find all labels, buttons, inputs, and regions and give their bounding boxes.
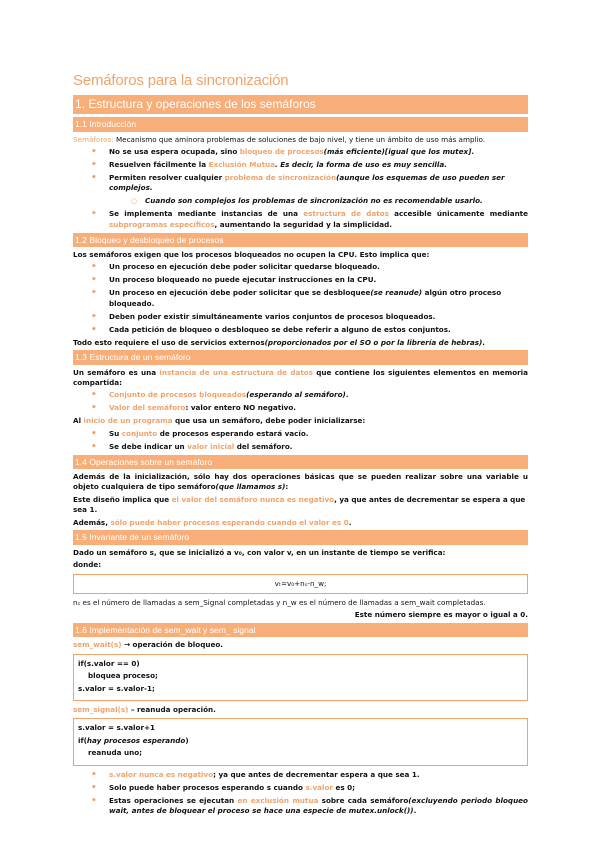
paragraph: Los semáforos exigen que los procesos bloqueados no ocupen la CPU. Esto implica que: [73,250,430,260]
invariant-formula: vₜ=v₀+nₛ-n_w; [274,578,327,588]
sem-wait-code-box [73,654,528,701]
section-heading-1: 1. Estructura y operaciones de los semáforos [73,95,528,114]
blocking-list [73,262,528,335]
list-item: • Valor del semáforo: valor entero NO negativo. [73,403,528,413]
document-title: Semáforos para la sincronización [73,72,289,89]
paragraph: Además de la inicialización, sólo hay dos operaciones básicas que se pueden realizar sobre una variable u objeto cualquiera de tipo semáforo(que llamamos s): [73,472,528,492]
invariant-formula-box [73,574,528,594]
paragraph: sem_signal(s) – reanuda operación. [73,705,216,715]
list-item: • Resuelven fácilmente la Exclusión Mutua. Es decir, la forma de uso es muy sencilla. [73,160,528,170]
paragraph: Este diseño implica que el valor del semáforo nunca es negativo, ya que antes de decrementar se espera a que sea 1. [73,494,526,515]
paragraph: Al inicio de un programa que usa un semáforo, debe poder inicializarse: [73,416,366,426]
list-item: • s.valor nunca es negativo; ya que antes de decrementar espera a que sea 1. [73,770,528,780]
paragraph: nₛ es el número de llamadas a sem_Signal completadas y n_w es el número de llamadas a sem_wait completadas. [73,597,486,607]
list-subitem: ○ Cuando son complejos los problemas de sincronización no es recomendable usarlo. [73,196,528,206]
code-line: if(s.valor == 0) [78,658,140,668]
paragraph: sem_wait(s) → operación de bloqueo. [73,640,224,650]
list-item: • Se debe indicar un valor inicial del semáforo. [73,442,528,452]
subsection-heading-1-1: 1.1 Introducción [73,117,528,131]
structure-list [73,390,528,413]
list-item: • Deben poder existir simultáneamente varios conjuntos de procesos bloqueados. [73,312,528,322]
subsection-heading-1-3: 1.3 Estructura de un semáforo [73,350,528,364]
subsection-heading-1-5: 1.5 Invariante de un semáforo [73,530,528,544]
list-item: • Se implementa mediante instancias de una estructura de datos accesible únicamente mediante subprogramas específicos, aumentando la seguridad y la simplicidad. [73,209,528,230]
paragraph: Un semáforo es una instancia de una estructura de datos que contiene los siguientes elementos en memoria compartida: [73,367,528,387]
paragraph: Además, sólo puede haber procesos esperando cuando el valor es 0. [73,517,352,527]
sem-signal-code-box [73,718,528,765]
init-list [73,429,528,452]
paragraph: Dado un semáforo s, que se inicializó a v₀, con valor v, en un instante de tiempo se verifica: [73,547,446,557]
code-line: if(hay procesos esperando) [78,735,189,745]
paragraph: Todo esto requiere el uso de servicios externos(proporcionados por el SO o por la librería de hebras). [73,337,486,347]
list-item: • Estas operaciones se ejecutan en exclusión mutua sobre cada semáforo(excluyendo periodo bloqueo wait, antes de bloquear el proceso se hace una especie de mutex.unlock()). [73,796,528,817]
list-item: • Un proceso bloqueado no puede ejecutar instrucciones en la CPU. [73,275,528,285]
list-item: • Solo puede haber procesos esperando s cuando s.valor es 0; [73,783,528,793]
paragraph: Este número siempre es mayor o igual a 0. [354,610,528,620]
list-item: • Conjunto de procesos bloqueados(esperando al semáforo). [73,390,528,400]
code-line: bloquea proceso; [88,671,158,681]
subsection-heading-1-2: 1.2 Bloqueo y desbloqueo de procesos [73,233,528,247]
subsection-heading-1-4: 1.4 Operaciones sobre un semáforo [73,455,528,469]
list-item: • Su conjunto de procesos esperando estará vacío. [73,429,528,439]
code-line: s.valor = s.valor+1 [78,723,156,733]
subsection-heading-1-6: 1.6 Implementación de sem_wait y sem_ signal [73,623,528,637]
list-item: • No se usa espera ocupada, sino bloqueo de procesos(más eficiente)[igual que los mutex]. [73,147,528,157]
intro-list [73,147,528,230]
list-item: • Un proceso en ejecución debe poder solicitar que se desbloquee(se reanude) algún otro proceso bloqueado. [73,288,528,309]
semaphore-definition: Semáforos: Mecanismo que aminora problemas de soluciones de bajo nivel, y tiene un ámbito de uso más amplio. [73,134,486,144]
code-line: s.valor = s.valor-1; [78,683,155,693]
code-line: reanuda uno; [88,748,143,758]
list-item: • Cada petición de bloqueo o desbloqueo se debe referir a alguno de estos conjuntos. [73,325,528,335]
document-page [73,70,528,819]
list-item: • Permiten resolver cualquier problema de sincronización(aunque los esquemas de uso pueden ser complejos. [73,173,528,194]
paragraph: donde: [73,560,102,570]
implementation-list [73,770,528,817]
list-item: • Un proceso en ejecución debe poder solicitar quedarse bloqueado. [73,262,528,272]
